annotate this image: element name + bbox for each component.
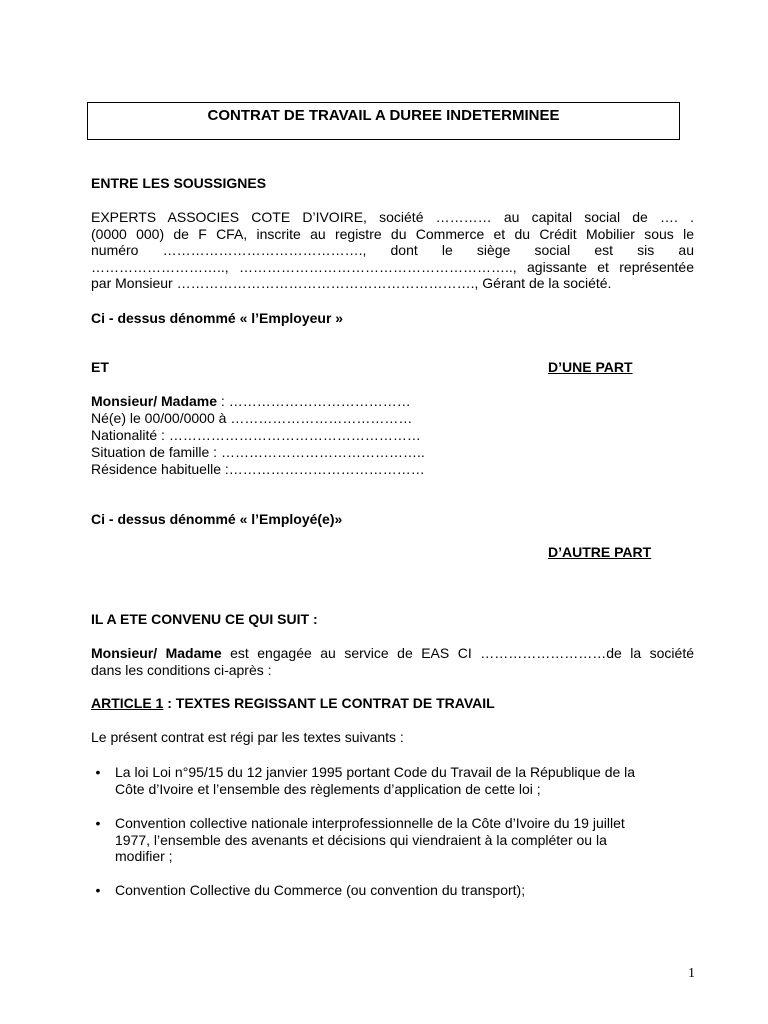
engagement-bold-lead: Monsieur/ Madame xyxy=(91,645,222,661)
page-number: 1 xyxy=(688,966,695,981)
employee-name-field xyxy=(91,393,411,409)
employer-line-3: numéro ……………………………………., dont le siège social est sis au xyxy=(91,242,694,258)
second-part-label: D’AUTRE PART xyxy=(548,544,652,560)
article-1-label: ARTICLE 1 xyxy=(91,695,164,711)
engagement-line-1 xyxy=(91,645,694,662)
employee-residence-field: Résidence habituelle :…………………………………… xyxy=(91,461,425,477)
bullet-3-symbol: • xyxy=(95,882,101,898)
employee-name-label: Monsieur/ Madame xyxy=(91,393,218,409)
document-title: CONTRAT DE TRAVAIL A DUREE INDETERMINEE xyxy=(207,107,560,124)
parties-heading: ENTRE LES SOUSSIGNES xyxy=(91,175,267,191)
article-1-intro: Le présent contrat est régi par les textes suivants : xyxy=(91,729,404,745)
employee-designation: Ci - dessus dénommé « l’Employé(e)» xyxy=(91,511,343,527)
engagement-paragraph xyxy=(91,645,694,678)
bullet-2 xyxy=(115,815,695,865)
first-part-label: D’UNE PART xyxy=(548,359,633,375)
employer-line-2: (0000 000) de F CFA, inscrite au registre du Commerce et du Crédit Mobilier sous le xyxy=(91,225,694,242)
employee-name-value: : ………………………………… xyxy=(217,393,411,409)
employee-family-field: Situation de famille : …………………………………….. xyxy=(91,444,425,460)
employer-designation: Ci - dessus dénommé « l’Employeur » xyxy=(91,310,344,326)
et-label: ET xyxy=(91,359,109,375)
bullet-1-symbol: • xyxy=(95,764,101,780)
bullet-1 xyxy=(115,764,695,797)
bullet-3-line-1: Convention Collective du Commerce (ou convention du transport); xyxy=(115,882,526,898)
bullet-1-line-1: La loi Loi n°95/15 du 12 janvier 1995 portant Code du Travail de la République de la xyxy=(115,764,636,780)
employer-line-5: par Monsieur ………………………………………………………., Gérant de la société. xyxy=(91,275,612,291)
engagement-line-2: dans les conditions ci-après : xyxy=(91,661,272,678)
engagement-line-1-rest: est engagée au service de EAS CI ………………………de la société xyxy=(221,645,694,661)
employer-line-4: ……………………….., ………………………………………………….., agissante et représentée xyxy=(91,258,694,275)
article-1-heading xyxy=(91,695,495,711)
employee-nationality-field: Nationalité : ……………………………………………… xyxy=(91,427,421,443)
agreed-heading: IL A ETE CONVENU CE QUI SUIT : xyxy=(91,611,318,627)
bullet-2-symbol: • xyxy=(95,815,101,831)
bullet-2-line-2: 1977, l’ensemble des avenants et décisions qui viendraient à la compléter ou la xyxy=(115,831,607,848)
article-1-title: : TEXTES REGISSANT LE CONTRAT DE TRAVAIL xyxy=(163,695,495,711)
employer-paragraph xyxy=(91,209,694,292)
bullet-2-line-1: Convention collective nationale interprofessionnelle de la Côte d’Ivoire du 19 juillet xyxy=(115,815,625,831)
employer-line-1: EXPERTS ASSOCIES COTE D’IVOIRE, société ………… au capital social de …. . xyxy=(91,209,694,225)
bullet-2-line-3: modifier ; xyxy=(115,848,173,864)
bullet-1-line-2: Côte d’Ivoire et l’ensemble des règlements d’application de cette loi ; xyxy=(115,780,541,797)
bullet-3 xyxy=(115,882,695,899)
title-box xyxy=(87,102,680,140)
employee-birth-field: Né(e) le 00/00/0000 à ………………………………… xyxy=(91,410,413,426)
